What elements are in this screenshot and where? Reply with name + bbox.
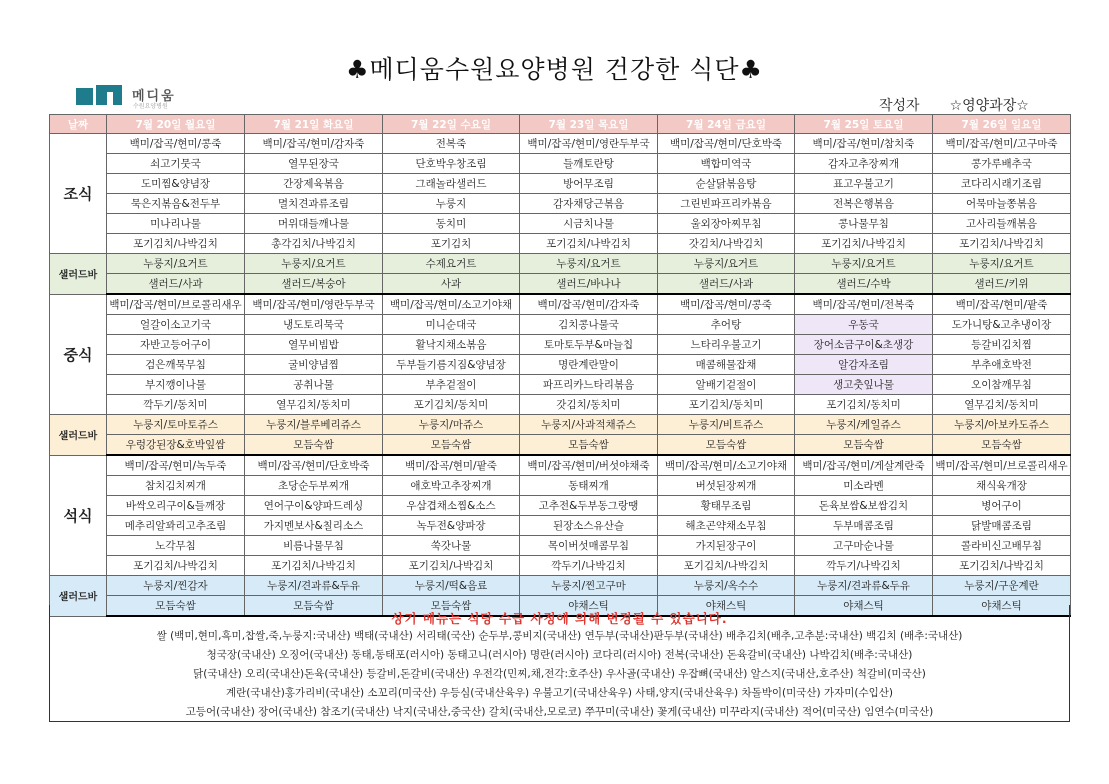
menu-cell: 가지된장구이	[658, 536, 795, 556]
salad-row	[50, 576, 1071, 596]
menu-cell: 열무김치/동치미	[933, 395, 1071, 415]
menu-cell: 감자채당근볶음	[520, 194, 658, 214]
salad-cell: 누룽지/요거트	[658, 254, 795, 274]
menu-cell: 초당순두부찌개	[245, 476, 383, 496]
menu-cell: 백미/잡곡/현미/고구마죽	[933, 134, 1071, 154]
salad-cell: 누룽지/옥수수	[658, 576, 795, 596]
menu-cell: 매콤해물잡채	[658, 355, 795, 375]
menu-cell: 돈육보쌈&보쌈김치	[795, 496, 933, 516]
header-row	[50, 115, 1071, 134]
menu-cell: 머위대들깨나물	[245, 214, 383, 234]
menu-cell: 깍두기/나박김치	[795, 556, 933, 576]
origin-line: 청국장(국내산) 오징어(국내산) 동태,동태포(러시아) 동태고니(러시아) 명란(러시아) 코다리(러시아) 전복(국내산) 돈육갈비(국내산) 나박김치(배추:국내산)	[206, 649, 913, 661]
menu-cell: 깍두기/동치미	[107, 395, 245, 415]
menu-cell: 포기김치/나박김치	[520, 234, 658, 254]
menu-cell: 추어탕	[658, 315, 795, 335]
menu-cell: 포기김치/나박김치	[245, 556, 383, 576]
menu-cell: 백미/잡곡/현미/콩죽	[107, 134, 245, 154]
origin-line: 계란(국내산)홍가리비(국내산) 소꼬리(미국산) 우등심(국내산육우) 우불고기(국내산육우) 사태,양지(국내산육우) 차돌박이(미국산) 가자미(수입산)	[225, 687, 894, 699]
day-header: 7월 23일 목요일	[520, 115, 658, 134]
origin-line: 고등어(국내산) 장어(국내산) 참조기(국내산) 낙지(국내산,중국산) 갈치(국내산,모로코) 쭈꾸미(국내산) 꽃게(국내산) 미꾸라지(국내산) 적어(미국산) 임연수(미국산)	[185, 706, 934, 718]
menu-cell: 두부매콤조림	[795, 516, 933, 536]
salad-cell: 샐러드/수박	[795, 274, 933, 295]
day-header: 7월 24일 금요일	[658, 115, 795, 134]
salad-cell: 샐러드/복숭아	[245, 274, 383, 295]
menu-cell: 알감자조림	[795, 355, 933, 375]
menu-cell: 파프리카느타리볶음	[520, 375, 658, 395]
menu-row	[50, 516, 1071, 536]
logo-name: 메디움	[132, 89, 176, 104]
salad-cell: 누룽지/요거트	[933, 254, 1071, 274]
menu-cell: 참치김치찌개	[107, 476, 245, 496]
salad-row	[50, 274, 1071, 295]
salad-row	[50, 435, 1071, 456]
menu-cell: 콩나물무침	[795, 214, 933, 234]
menu-cell: 장어소금구이&초생강	[795, 335, 933, 355]
menu-cell: 열무김치/동치미	[245, 395, 383, 415]
menu-cell: 우삼겹채소찜&소스	[383, 496, 520, 516]
menu-cell: 바싹오리구이&들깨장	[107, 496, 245, 516]
menu-cell: 총각김치/나박김치	[245, 234, 383, 254]
menu-cell: 비름나물무침	[245, 536, 383, 556]
change-notice: 상기 메뉴는 식당 수급 사정에 의해 변경될 수 있습니다.	[391, 611, 728, 626]
menu-cell: 백미/잡곡/현미/참치죽	[795, 134, 933, 154]
menu-row	[50, 294, 1071, 315]
menu-cell: 고사리들깨볶음	[933, 214, 1071, 234]
logo-mark-icon	[76, 88, 93, 105]
menu-row	[50, 154, 1071, 174]
menu-cell: 애호박고추장찌개	[383, 476, 520, 496]
menu-cell: 도가니탕&고추냉이장	[933, 315, 1071, 335]
menu-cell: 울외장아찌무침	[658, 214, 795, 234]
menu-row	[50, 536, 1071, 556]
menu-cell: 부추애호박전	[933, 355, 1071, 375]
salad-cell: 모듬숙쌈	[383, 435, 520, 456]
menu-cell: 백미/잡곡/현미/소고기야채	[658, 455, 795, 476]
menu-cell: 된장소스유산슬	[520, 516, 658, 536]
salad-cell: 누룽지/구운계란	[933, 576, 1071, 596]
menu-cell: 갓김치/나박김치	[658, 234, 795, 254]
menu-row	[50, 496, 1071, 516]
salad-row	[50, 415, 1071, 435]
menu-cell: 해초곤약채소무침	[658, 516, 795, 536]
menu-row	[50, 395, 1071, 415]
menu-cell: 목이버섯매콤무침	[520, 536, 658, 556]
menu-cell: 감자고추장찌개	[795, 154, 933, 174]
menu-cell: 고구마순나물	[795, 536, 933, 556]
author-value: ☆영양과장☆	[949, 98, 1029, 114]
menu-cell: 검은깨묵무침	[107, 355, 245, 375]
menu-cell: 백미/잡곡/현미/영란두부국	[245, 294, 383, 315]
menu-cell: 백미/잡곡/현미/감자죽	[520, 294, 658, 315]
menu-cell: 공취나물	[245, 375, 383, 395]
menu-table	[49, 114, 1071, 617]
menu-cell: 콩가루배추국	[933, 154, 1071, 174]
menu-cell: 백미/잡곡/현미/영란두부국	[520, 134, 658, 154]
menu-cell: 우동국	[795, 315, 933, 335]
menu-cell: 백미/잡곡/현미/게살계란죽	[795, 455, 933, 476]
menu-cell: 알배기겉절이	[658, 375, 795, 395]
salad-cell: 누룽지/요거트	[245, 254, 383, 274]
origin-line: 닭(국내산) 오리(국내산)돈육(국내산) 등갈비,돈갈비(국내산) 우전각(민찌,채,전각:호주산) 우사골(국내산) 우잡뼈(국내산) 알스지(국내산,호주산) 척갈비(미국산)	[193, 668, 926, 680]
menu-cell: 쇠고기뭇국	[107, 154, 245, 174]
day-header: 7월 21일 화요일	[245, 115, 383, 134]
menu-cell: 백미/잡곡/현미/버섯야채죽	[520, 455, 658, 476]
menu-cell: 토마토두부&마늘칩	[520, 335, 658, 355]
day-header: 7월 25일 토요일	[795, 115, 933, 134]
salad-cell: 모듬숙쌈	[245, 435, 383, 456]
menu-cell: 백미/잡곡/현미/전복죽	[795, 294, 933, 315]
menu-cell: 간장제육볶음	[245, 174, 383, 194]
menu-cell: 백미/잡곡/현미/소고기야채	[383, 294, 520, 315]
menu-cell: 백미/잡곡/현미/감자죽	[245, 134, 383, 154]
salad-cell: 모듬숙쌈	[107, 596, 245, 617]
menu-cell: 어묵마늘쫑볶음	[933, 194, 1071, 214]
meal-label: 석식	[50, 455, 107, 576]
menu-row	[50, 194, 1071, 214]
menu-cell: 방어무조림	[520, 174, 658, 194]
menu-row	[50, 315, 1071, 335]
menu-cell: 메추리알꽈리고추조림	[107, 516, 245, 536]
menu-row	[50, 174, 1071, 194]
menu-cell: 도미찜&양념장	[107, 174, 245, 194]
salad-cell: 누룽지/블루베리쥬스	[245, 415, 383, 435]
menu-row	[50, 556, 1071, 576]
menu-cell: 부추겉절이	[383, 375, 520, 395]
menu-cell: 포기김치/나박김치	[107, 234, 245, 254]
menu-cell: 고추전&두부동그랑땡	[520, 496, 658, 516]
menu-cell: 열무비빔밥	[245, 335, 383, 355]
menu-cell: 미소라멘	[795, 476, 933, 496]
salad-cell: 샐러드/키위	[933, 274, 1071, 295]
menu-row	[50, 476, 1071, 496]
salad-cell: 샐러드/바나나	[520, 274, 658, 295]
menu-cell: 포기김치	[383, 234, 520, 254]
menu-cell: 포기김치/나박김치	[107, 556, 245, 576]
menu-cell: 채식육개장	[933, 476, 1071, 496]
menu-cell: 오이참깨무침	[933, 375, 1071, 395]
salad-cell: 모듬숙쌈	[383, 596, 520, 617]
menu-cell: 버섯된장찌개	[658, 476, 795, 496]
salad-cell: 누룽지/찐고구마	[520, 576, 658, 596]
menu-cell: 백미/잡곡/현미/녹두죽	[107, 455, 245, 476]
salad-bar-label: 샐러드바	[50, 415, 107, 456]
menu-cell: 전복은행볶음	[795, 194, 933, 214]
salad-cell: 누룽지/요거트	[795, 254, 933, 274]
menu-row	[50, 375, 1071, 395]
salad-cell: 누룽지/떡&음료	[383, 576, 520, 596]
menu-cell: 느타리우불고기	[658, 335, 795, 355]
menu-cell: 깍두기/나박김치	[520, 556, 658, 576]
menu-row	[50, 214, 1071, 234]
menu-cell: 전복죽	[383, 134, 520, 154]
menu-cell: 코다리시래기조림	[933, 174, 1071, 194]
salad-cell: 야채스틱	[520, 596, 658, 617]
menu-cell: 백미/잡곡/현미/단호박죽	[245, 455, 383, 476]
menu-cell: 그래놀라샐러드	[383, 174, 520, 194]
menu-cell: 포기김치/동치미	[383, 395, 520, 415]
menu-cell: 백미/잡곡/현미/브로콜리새우	[107, 294, 245, 315]
menu-cell: 순살닭볶음탕	[658, 174, 795, 194]
salad-cell: 누룽지/견과류&두유	[245, 576, 383, 596]
menu-cell: 쑥갓나물	[383, 536, 520, 556]
menu-cell: 콜라비신고배무침	[933, 536, 1071, 556]
menu-cell: 포기김치/나박김치	[795, 234, 933, 254]
menu-cell: 닭발매콤조림	[933, 516, 1071, 536]
menu-cell: 황태무조림	[658, 496, 795, 516]
salad-cell: 야채스틱	[933, 596, 1071, 617]
meal-label: 조식	[50, 134, 107, 254]
menu-cell: 백합미역국	[658, 154, 795, 174]
day-header: 7월 26일 일요일	[933, 115, 1071, 134]
menu-cell: 자반고등어구이	[107, 335, 245, 355]
menu-row	[50, 234, 1071, 254]
page-title: ♣메디움수원요양병원 건강한 식단♣	[346, 55, 763, 84]
salad-bar-label: 샐러드바	[50, 254, 107, 295]
menu-cell: 부지깽이나물	[107, 375, 245, 395]
salad-cell: 누룽지/케일쥬스	[795, 415, 933, 435]
salad-cell: 샐러드/사과	[107, 274, 245, 295]
salad-cell: 누룽지/요거트	[107, 254, 245, 274]
menu-cell: 백미/잡곡/현미/팥죽	[933, 294, 1071, 315]
menu-cell: 백미/잡곡/현미/콩죽	[658, 294, 795, 315]
menu-cell: 열무된장국	[245, 154, 383, 174]
date-header: 날짜	[50, 115, 107, 134]
menu-cell: 녹두전&양파장	[383, 516, 520, 536]
salad-cell: 누룽지/비트쥬스	[658, 415, 795, 435]
salad-cell: 누룽지/아보카도쥬스	[933, 415, 1071, 435]
menu-cell: 병어구이	[933, 496, 1071, 516]
menu-cell: 시금치나물	[520, 214, 658, 234]
menu-cell: 등갈비김치찜	[933, 335, 1071, 355]
salad-cell: 수제요거트	[383, 254, 520, 274]
salad-cell: 샐러드/사과	[658, 274, 795, 295]
salad-cell: 누룽지/토마토쥬스	[107, 415, 245, 435]
salad-cell: 누룽지/마쥬스	[383, 415, 520, 435]
salad-cell: 누룽지/사과적채쥬스	[520, 415, 658, 435]
salad-cell: 모듬숙쌈	[933, 435, 1071, 456]
menu-cell: 포기김치/동치미	[795, 395, 933, 415]
menu-cell: 그린빈파프리카볶음	[658, 194, 795, 214]
salad-cell: 모듬숙쌈	[795, 435, 933, 456]
salad-cell: 야채스틱	[795, 596, 933, 617]
menu-row	[50, 355, 1071, 375]
menu-row	[50, 134, 1071, 154]
menu-cell: 활낙지채소볶음	[383, 335, 520, 355]
logo-sub: 수원요양병원	[133, 103, 168, 110]
menu-row	[50, 455, 1071, 476]
salad-cell: 모듬숙쌈	[520, 435, 658, 456]
origin-line: 쌀 (백미,현미,흑미,찹쌀,죽,누룽지:국내산) 백태(국내산) 서리태(국산) 순두부,콩비지(국내산) 연두부(국내산)판두부(국내산) 배추김치(배추,고추분:국내산) 백김치 (배추:국내산)	[156, 630, 963, 642]
salad-cell: 야채스틱	[658, 596, 795, 617]
menu-cell: 미나리나물	[107, 214, 245, 234]
author	[879, 95, 1029, 115]
salad-cell: 누룽지/견과류&두유	[795, 576, 933, 596]
menu-cell: 포기김치/동치미	[658, 395, 795, 415]
menu-cell: 멸치견과류조림	[245, 194, 383, 214]
menu-cell: 굴비양념찜	[245, 355, 383, 375]
salad-bar-label: 샐러드바	[50, 576, 107, 617]
menu-cell: 단호박우창조림	[383, 154, 520, 174]
menu-cell: 생고춧잎나물	[795, 375, 933, 395]
menu-cell: 백미/잡곡/현미/브로콜리새우	[933, 455, 1071, 476]
menu-cell: 냉도토리묵국	[245, 315, 383, 335]
salad-row	[50, 254, 1071, 274]
author-label: 작성자	[879, 98, 920, 114]
day-header: 7월 20일 월요일	[107, 115, 245, 134]
menu-cell: 갓김치/동치미	[520, 395, 658, 415]
footer	[49, 605, 1070, 722]
salad-cell: 누룽지/요거트	[520, 254, 658, 274]
menu-cell: 포기김치/나박김치	[933, 234, 1071, 254]
menu-cell: 미니순대국	[383, 315, 520, 335]
salad-cell: 누룽지/찐감자	[107, 576, 245, 596]
salad-cell: 모듬숙쌈	[245, 596, 383, 617]
menu-cell: 명란계란말이	[520, 355, 658, 375]
menu-cell: 백미/잡곡/현미/단호박죽	[658, 134, 795, 154]
menu-cell: 표고우불고기	[795, 174, 933, 194]
menu-cell: 누룽지	[383, 194, 520, 214]
menu-cell: 묵은지볶음&전두부	[107, 194, 245, 214]
menu-cell: 포기김치/나박김치	[658, 556, 795, 576]
menu-cell: 두부들기름지짐&양념장	[383, 355, 520, 375]
salad-cell: 모듬숙쌈	[658, 435, 795, 456]
meal-label: 중식	[50, 294, 107, 415]
menu-cell: 백미/잡곡/현미/팥죽	[383, 455, 520, 476]
menu-cell: 노각무침	[107, 536, 245, 556]
menu-cell: 포기김치/나박김치	[933, 556, 1071, 576]
menu-row	[50, 335, 1071, 355]
menu-cell: 동치미	[383, 214, 520, 234]
menu-cell: 동태찌개	[520, 476, 658, 496]
menu-cell: 김치콩나물국	[520, 315, 658, 335]
menu-cell: 얼갈이소고기국	[107, 315, 245, 335]
menu-cell: 가지멘보사&칠리소스	[245, 516, 383, 536]
menu-cell: 연어구이&양파드레싱	[245, 496, 383, 516]
menu-cell: 들깨토란탕	[520, 154, 658, 174]
menu-cell: 포기김치/나박김치	[383, 556, 520, 576]
salad-cell: 사과	[383, 274, 520, 295]
day-header: 7월 22일 수요일	[383, 115, 520, 134]
salad-cell: 우렁강된장&호박잎쌈	[107, 435, 245, 456]
